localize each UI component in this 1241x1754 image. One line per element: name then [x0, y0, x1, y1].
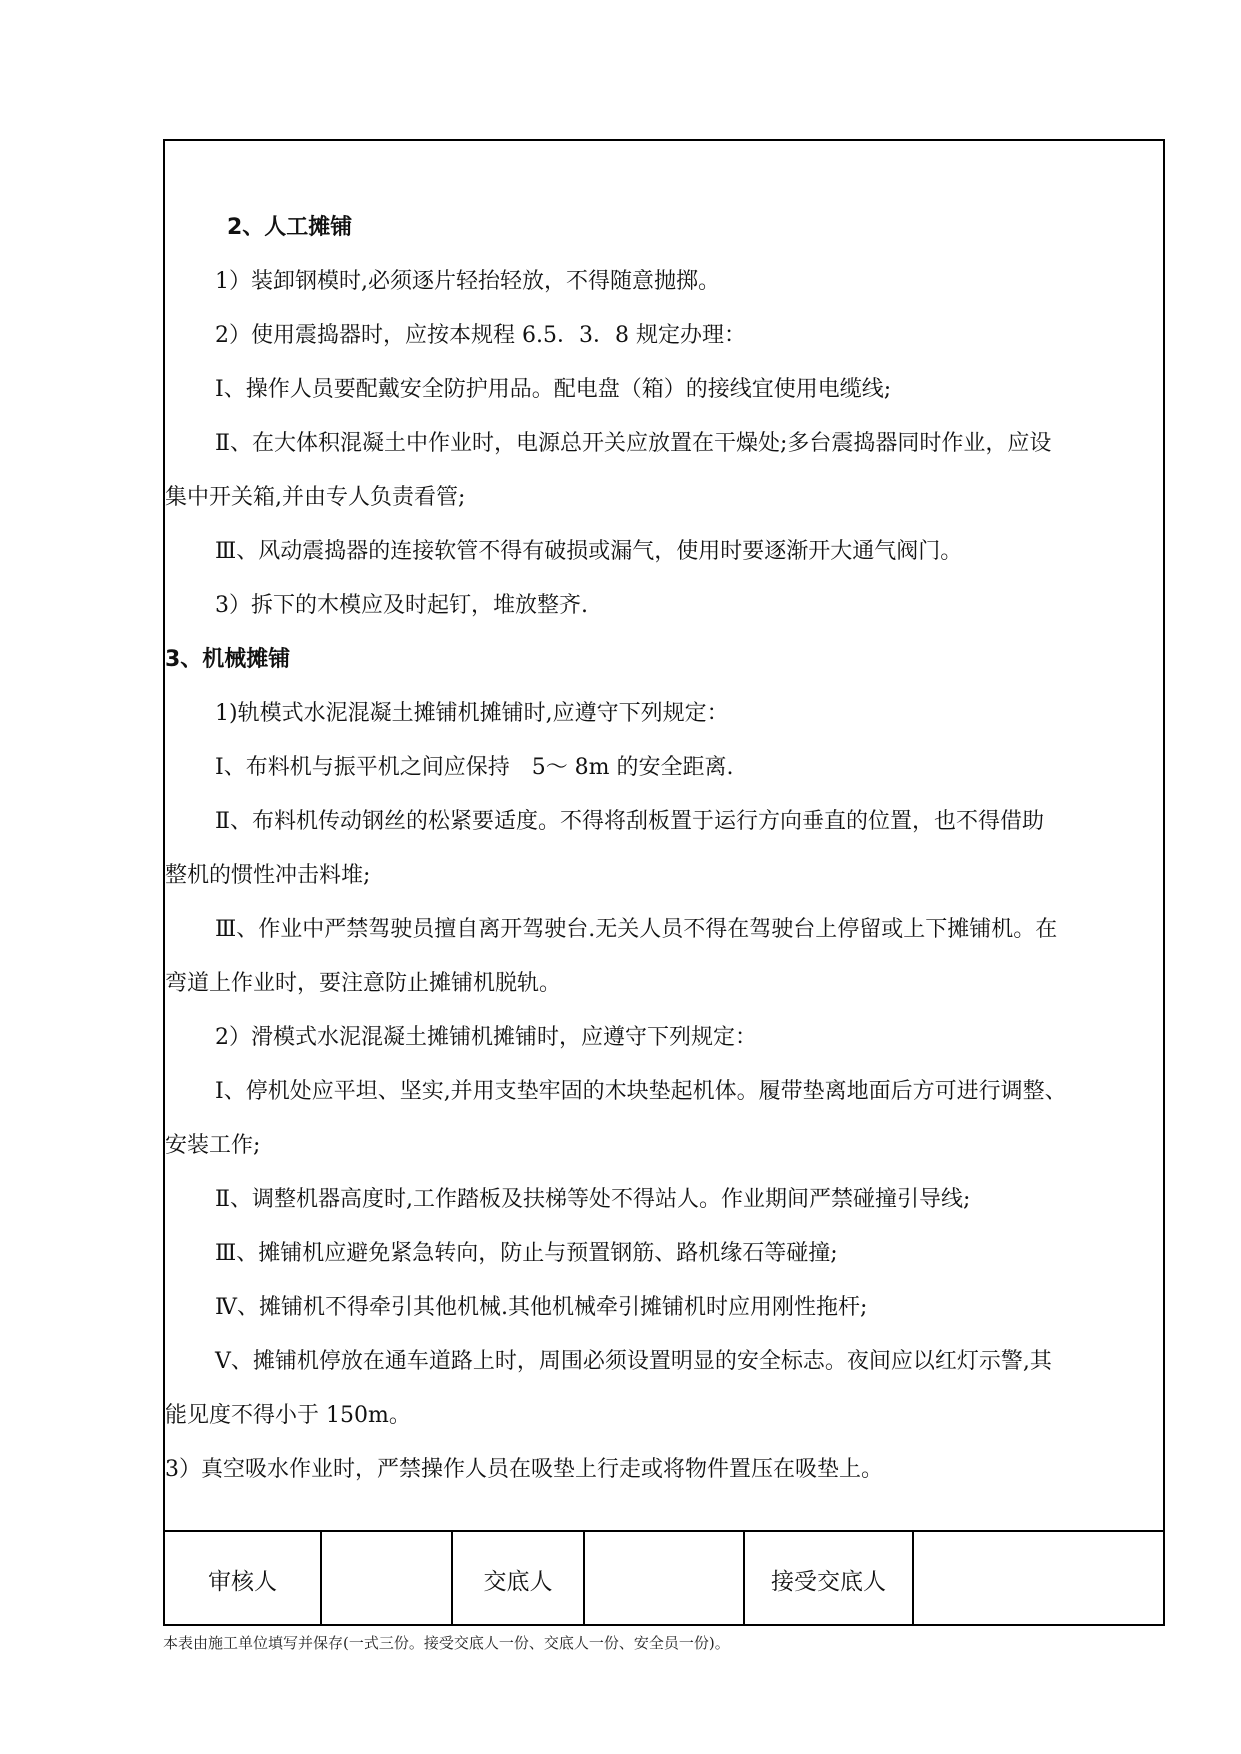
section-3-title: 3、机械摊铺 [165, 647, 291, 672]
section-2-line-2: 2）使用震捣器时，应按本规程 6.5．3．8 规定办理： [215, 323, 746, 348]
section-3-line-10b: 能见度不得小于 150m。 [165, 1403, 411, 1428]
discloser-field[interactable] [585, 1532, 745, 1626]
section-3-line-7: Ⅱ、调整机器高度时,工作踏板及扶梯等处不得站人。作业期间严禁碰撞引导线; [215, 1187, 971, 1212]
section-2-line-4a: Ⅱ、在大体积混凝土中作业时，电源总开关应放置在干燥处;多台震捣器同时作业，应设 [215, 431, 1052, 456]
section-3-line-3a: Ⅱ、布料机传动钢丝的松紧要适度。不得将刮板置于运行方向垂直的位置，也不得借助 [215, 809, 1044, 834]
reviewer-field[interactable] [322, 1532, 453, 1626]
section-2-title: 2、人工摊铺 [227, 215, 353, 240]
receiver-label: 接受交底人 [745, 1532, 914, 1626]
section-3-line-2: Ⅰ、布料机与振平机之间应保持 5～ 8m 的安全距离. [215, 755, 734, 780]
section-3-line-8: Ⅲ、摊铺机应避免紧急转向，防止与预置钢筋、路机缘石等碰撞; [215, 1241, 838, 1266]
section-3-line-11: 3）真空吸水作业时，严禁操作人员在吸垫上行走或将物件置压在吸垫上。 [165, 1457, 883, 1482]
signature-row [165, 1530, 1163, 1626]
section-3-line-6b: 安装工作; [165, 1133, 261, 1158]
section-3-line-1: 1)轨模式水泥混凝土摊铺机摊铺时,应遵守下列规定： [215, 701, 729, 726]
reviewer-label: 审核人 [165, 1532, 322, 1626]
section-3-line-5: 2）滑模式水泥混凝土摊铺机摊铺时，应遵守下列规定： [215, 1025, 757, 1050]
disclosure-form [163, 139, 1165, 1626]
section-2-line-1: 1）装卸钢模时,必须逐片轻抬轻放，不得随意抛掷。 [215, 269, 720, 294]
section-3-line-9: Ⅳ、摊铺机不得牵引其他机械.其他机械牵引摊铺机时应用刚性拖杆; [215, 1295, 868, 1320]
section-2-line-3: Ⅰ、操作人员要配戴安全防护用品。配电盘（箱）的接线宜使用电缆线; [215, 377, 892, 402]
section-3-line-4b: 弯道上作业时，要注意防止摊铺机脱轨。 [165, 971, 562, 996]
section-2-line-5: Ⅲ、风动震捣器的连接软管不得有破损或漏气，使用时要逐渐开大通气阀门。 [215, 539, 963, 564]
section-3-line-3b: 整机的惯性冲击料堆; [165, 863, 371, 888]
section-3-line-10a: Ⅴ、摊铺机停放在通车道路上时，周围必须设置明显的安全标志。夜间应以红灯示警,其 [215, 1349, 1052, 1374]
discloser-label: 交底人 [453, 1532, 585, 1626]
receiver-field[interactable] [914, 1532, 1163, 1626]
footer-note: 本表由施工单位填写并保存(一式三份。接受交底人一份、交底人一份、安全员一份)。 [163, 1634, 730, 1652]
section-3-line-4a: Ⅲ、作业中严禁驾驶员擅自离开驾驶台.无关人员不得在驾驶台上停留或上下摊铺机。在 [215, 917, 1058, 942]
section-3-line-6a: Ⅰ、停机处应平坦、坚实,并用支垫牢固的木块垫起机体。履带垫离地面后方可进行调整、 [215, 1079, 1067, 1104]
section-2-line-6: 3）拆下的木模应及时起钉，堆放整齐. [215, 593, 588, 618]
section-2-line-4b: 集中开关箱,并由专人负责看管; [165, 485, 466, 510]
